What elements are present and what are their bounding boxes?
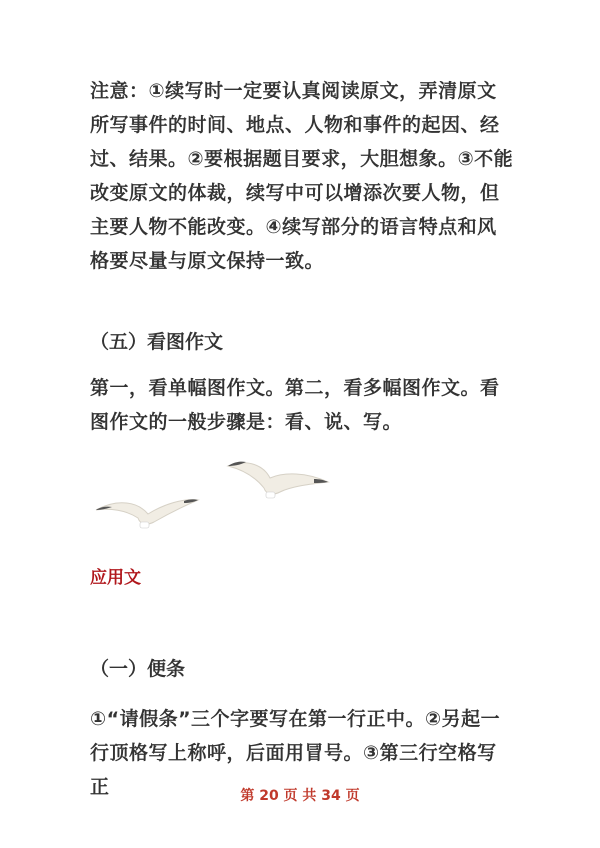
seagull-icon [228, 462, 328, 498]
seagull-icon [96, 499, 198, 528]
note-paragraph: 注意：①续写时一定要认真阅读原文，弄清原文所写事件的时间、地点、人物和事件的起因、经过、结果。②要根据题目要求，大胆想象。③不能改变原文的体裁，续写中可以增添次要人物，但主要人物不能改变。④续写部分的语言特点和风格要尽量与原文保持一致。 [90, 80, 514, 272]
section-five-heading: （五）看图作文 [90, 331, 224, 353]
applied-writing-title: 应用文 [90, 568, 141, 588]
page-number-footer: 第 20 页 共 34 页 [240, 788, 360, 804]
section-five-body: 第一，看单幅图作文。第二，看多幅图作文。看图作文的一般步骤是：看、说、写。 [90, 377, 500, 433]
seagulls-illustration [88, 452, 348, 542]
section-one-body: ①“请假条”三个字要写在第一行正中。②另起一行顶格写上称呼，后面用冒号。③第三行空格写正 [90, 708, 501, 798]
section-one-heading: （一）便条 [90, 658, 186, 680]
